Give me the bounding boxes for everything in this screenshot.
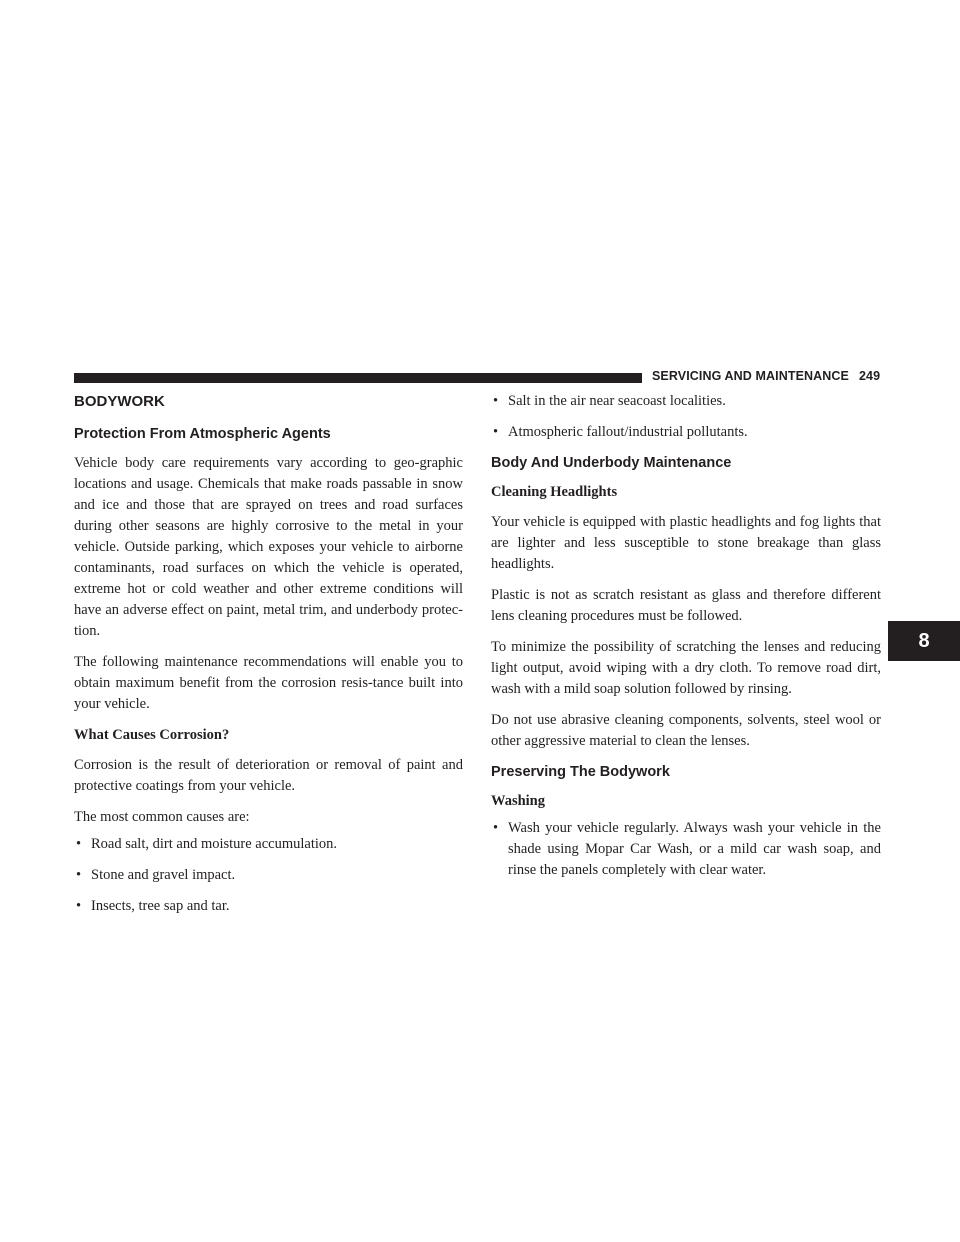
list-item bbox=[491, 818, 881, 881]
subheading-washing: Washing bbox=[491, 793, 545, 809]
list-item bbox=[74, 865, 463, 886]
subheading-underbody-maintenance: Body And Underbody Maintenance bbox=[491, 455, 732, 471]
paragraph-plastic-headlights: Your vehicle is equipped with plastic headlights and fog lights that are lighter and less susceptible to stone breakage than glass headlights. bbox=[491, 514, 881, 572]
bullet-icon: • bbox=[76, 898, 82, 914]
list-item bbox=[74, 834, 463, 855]
chapter-number: 8 bbox=[918, 629, 930, 652]
right-column bbox=[491, 391, 881, 891]
list-item-text: Wash your vehicle regularly. Always wash your vehicle in the shade using Mopar Car Wash, or a mild car wash soap, and rinse the panels completely with clear water. bbox=[508, 820, 881, 878]
bullet-icon: • bbox=[76, 836, 82, 852]
list-item bbox=[491, 391, 881, 412]
header-rule bbox=[74, 373, 642, 383]
paragraph-no-abrasives: Do not use abrasive cleaning components, solvents, steel wool or other aggressive material to clean the lenses. bbox=[491, 712, 881, 749]
chapter-tab bbox=[888, 621, 960, 661]
paragraph-common-causes: The most common causes are: bbox=[74, 809, 250, 825]
list-item-text: Stone and gravel impact. bbox=[91, 867, 236, 883]
list-item-text: Salt in the air near seacoast localities. bbox=[508, 393, 726, 409]
causes-list-continued bbox=[491, 391, 881, 443]
subheading-atmospheric-agents: Protection From Atmospheric Agents bbox=[74, 426, 331, 442]
list-item-text: Road salt, dirt and moisture accumulation. bbox=[91, 836, 338, 852]
page-number: 249 bbox=[858, 369, 881, 383]
list-item-text: Atmospheric fallout/industrial pollutants. bbox=[508, 424, 748, 440]
causes-list bbox=[74, 834, 463, 917]
bullet-icon: • bbox=[493, 393, 499, 409]
running-header bbox=[652, 369, 880, 383]
washing-list bbox=[491, 818, 881, 881]
list-item bbox=[74, 896, 463, 917]
list-item bbox=[491, 422, 881, 443]
bullet-icon: • bbox=[493, 820, 499, 836]
paragraph-body-care: Vehicle body care requirements vary according to geo-graphic locations and usage. Chemicals that make roads passable in snow and ice and those that are sprayed on trees and road surfaces during other seasons are highly corrosive to the metal in your vehicle. Outside parking, which exposes your vehicle to airborne contaminants, road surfaces on which the vehicle is operated, extreme hot or cold weather and other extreme conditions will have an adverse effect on paint, metal trim, and underbody protec-tion. bbox=[74, 455, 463, 639]
bullet-icon: • bbox=[493, 424, 499, 440]
subheading-what-causes-corrosion: What Causes Corrosion? bbox=[74, 727, 230, 743]
paragraph-recommendations: The following maintenance recommendations will enable you to obtain maximum benefit from the corrosion resis-tance built into your vehicle. bbox=[74, 654, 463, 712]
header-section-title: SERVICING AND MAINTENANCE bbox=[652, 369, 849, 383]
paragraph-corrosion-definition: Corrosion is the result of deterioration or removal of paint and protective coatings from your vehicle. bbox=[74, 757, 463, 794]
left-column bbox=[74, 392, 463, 927]
subheading-preserving-bodywork: Preserving The Bodywork bbox=[491, 764, 670, 780]
paragraph-scratch-resistance: Plastic is not as scratch resistant as glass and therefore different lens cleaning procedures must be followed. bbox=[491, 587, 881, 624]
bullet-icon: • bbox=[76, 867, 82, 883]
paragraph-minimize-scratching: To minimize the possibility of scratching the lenses and reducing light output, avoid wiping with a dry cloth. To remove road dirt, wash with a mild soap solution followed by rinsing. bbox=[491, 639, 881, 697]
list-item-text: Insects, tree sap and tar. bbox=[91, 898, 230, 914]
subheading-cleaning-headlights: Cleaning Headlights bbox=[491, 484, 618, 500]
section-heading-bodywork: BODYWORK bbox=[74, 393, 165, 410]
